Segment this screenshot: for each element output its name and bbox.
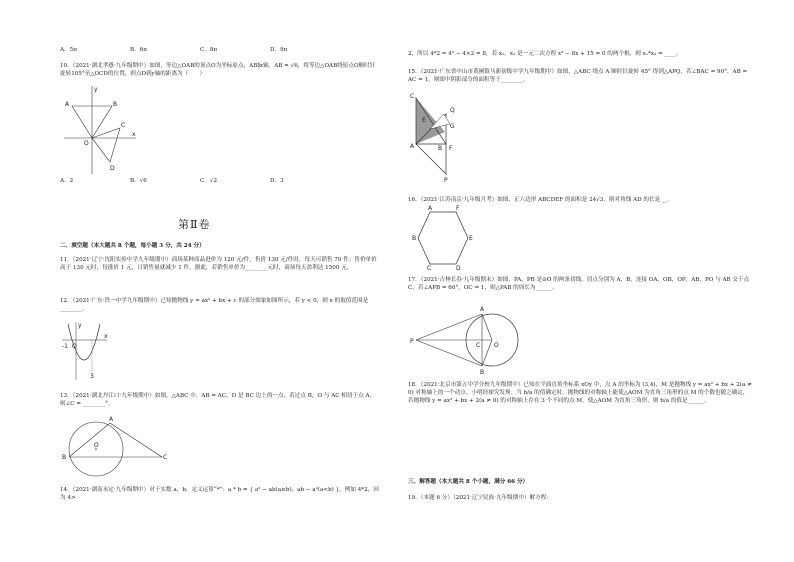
q16-hexagon bbox=[418, 212, 468, 264]
q10-label-o: O bbox=[84, 140, 89, 147]
q10-figure bbox=[62, 86, 137, 174]
q9-option-b[interactable]: B．6π bbox=[130, 47, 147, 53]
part2-title: 第Ⅱ卷 bbox=[178, 218, 211, 231]
section-solve-heading: 三、解答题（本大题共 8 个小题，满分 66 分） bbox=[408, 479, 529, 485]
q17-label-b: B bbox=[480, 369, 485, 376]
q12-label-x: x bbox=[104, 333, 108, 340]
q13-label-a: A bbox=[109, 416, 114, 423]
q16-label-e: E bbox=[469, 235, 473, 242]
q12-parabola bbox=[68, 324, 100, 360]
q16-label-f: F bbox=[456, 205, 460, 212]
q17-radius-oa bbox=[482, 314, 492, 340]
q18-text: 18．（2021·北京市第五中学分校九年级期中）已知在平面直角坐标系 xOy 中，点 A 的坐标为 (3,4)，M 是抛物线 y = ax² + bx + 2(a ≠ 0) 对称轴上的一个动点。小明经探究发现：当 b/a 的值确定时，抛物线的对称轴上能使△AOM 为直角三角形的点 M 的个数也随之确定，若抛物线 y = ax² + bx + 2(a ≠ 0) 的对称轴上存在 3 个不同的点 M，使△AOM 为直角三角形，则 b/a 的值是______。 bbox=[408, 382, 752, 404]
q13-label-c: C bbox=[163, 454, 168, 461]
q12-figure bbox=[62, 322, 107, 380]
q14-continued: 2，所以 4*2 = 4² − 4×2 = 8，若 x₁，x₂ 是一元二次方程 x² − 8x + 15 = 0 的两个根，则 x₁*x₂ = ____。 bbox=[408, 51, 682, 57]
q16-text: 16．（2021·江苏南京·九年级月考）如图，正六边形 ABCDEF 的面积是 24√3，则对角线 AD 的长是 __。 bbox=[408, 197, 674, 203]
q16-label-a: A bbox=[428, 205, 433, 212]
q12-label-o: O bbox=[72, 343, 77, 350]
q13-label-o: O bbox=[94, 442, 99, 449]
q15-label-q: Q bbox=[450, 107, 455, 114]
q13-label-b: B bbox=[62, 454, 67, 461]
q17-radius-ob bbox=[482, 340, 492, 366]
section-fill-blank-heading: 二、填空题（本大题共 8 个题，每小题 3 分，共 24 分） bbox=[60, 243, 205, 249]
q17-tangent-pa bbox=[416, 314, 482, 340]
q16-label-b: B bbox=[412, 235, 417, 242]
q15-figure bbox=[410, 92, 465, 182]
q15-label-f: F bbox=[449, 145, 453, 152]
q13-figure bbox=[62, 413, 172, 469]
q10-option-c[interactable]: C．√2 bbox=[200, 178, 217, 184]
q12-label-three: 3 bbox=[90, 373, 94, 380]
q19-text: 19．（本题 6 分）（2021·辽宁民族·九年级期中）解方程： bbox=[408, 495, 552, 501]
q10-option-b[interactable]: B．√6 bbox=[130, 178, 147, 184]
left-column bbox=[60, 0, 380, 562]
q17-tangent-pb bbox=[416, 340, 482, 366]
q17-text: 17．（2021·吉林长春·九年级期末）如图，PA，PB 是⊙O 的两条切线，切点分别为 A，B，连接 OA，OB，OP，AB，PO 与 AB 交于点 C，若∠APB = 60°，OC = 1，则△PAB 的周长为______。 bbox=[408, 277, 750, 291]
q10-label-d: D bbox=[110, 165, 115, 172]
q10-text: 10．（2021·湖北孝感·九年级期中）如图，等边△OAB的顶点O为坐标原点，AB∥x轴，AB = √6，将等边△OAB绕原点O顺时针旋转105°至△OCD的位置，则点D到y轴的距离为（ ） bbox=[60, 63, 376, 77]
q13-triangle bbox=[69, 423, 162, 457]
q15-label-b: B bbox=[438, 145, 443, 152]
q12-label-minus-one: -1 bbox=[62, 343, 68, 350]
q17-label-c: C bbox=[476, 342, 481, 349]
q15-text: 15．（2021·广东省中山市黄圃镇马新初级中学九年级期中）如图，△ABC 绕点 A 顺时针旋转 45° 得到△APQ，若∠BAC = 90°，AB = AC = 1，则图中阴影部分的面积等于________。 bbox=[408, 69, 748, 83]
q15-label-c: C bbox=[410, 93, 415, 100]
q10-option-d[interactable]: D．3 bbox=[270, 178, 284, 184]
q16-figure bbox=[412, 206, 472, 270]
q14-text: 14．（2021·湖南永定·九年级期中）对于实数 a，b，定义运算“*”：a * b = { a² − ab(a≥b)；ab − a²(a<b) }，例如 4*2，因为 4> bbox=[60, 487, 379, 501]
q17-label-p: P bbox=[410, 338, 414, 345]
q15-label-a: A bbox=[410, 143, 415, 150]
q17-label-a: A bbox=[480, 306, 485, 313]
q16-label-d: D bbox=[456, 265, 461, 272]
q10-label-a: A bbox=[65, 101, 70, 108]
q10-label-y: y bbox=[94, 86, 98, 93]
q10-option-a[interactable]: A．2 bbox=[60, 178, 74, 184]
q15-label-p: P bbox=[444, 177, 448, 184]
q10-label-x: x bbox=[132, 131, 136, 138]
q13-text: 13．（2021·湖北丹江口·九年级期中）如图，△ABC 中，AB = AC，D 是 BC 边上的一点，若过点 B，O 与 AC 相切于点 A，则∠C = ________°。 bbox=[60, 393, 376, 407]
q9-option-c[interactable]: C．8π bbox=[200, 47, 218, 53]
right-column bbox=[408, 0, 753, 562]
q15-label-g: G bbox=[450, 123, 455, 130]
q9-option-d[interactable]: D．9π bbox=[270, 47, 288, 53]
q12-label-y: y bbox=[78, 322, 82, 329]
q10-label-b: B bbox=[113, 101, 118, 108]
q17-label-o: O bbox=[494, 342, 499, 349]
q15-label-e: E bbox=[422, 117, 426, 124]
q9-option-a[interactable]: A．5π bbox=[60, 47, 77, 53]
q17-figure bbox=[410, 300, 520, 376]
q16-label-c: C bbox=[427, 265, 432, 272]
q10-label-c: C bbox=[121, 122, 126, 129]
q11-text: 11．（2021·辽宁·沈阳实验中学九年级期中）商场某种商品进价为 120 元/件，售价 130 元/件时，每天可销售 70 件；售价单价高于 130 元时，每涨价 1 元，日销售量就减少 1 件，据此，若销售单价为________元时，商场每天盈利达 1500 元。 bbox=[60, 257, 377, 271]
q12-text: 12．（2021·广东·铁一中学九年级期中）已知抛物线 y = ax² + bx + c 的部分图象如图所示，若 y < 0，则 x 的取值范围是________。 bbox=[60, 298, 369, 312]
